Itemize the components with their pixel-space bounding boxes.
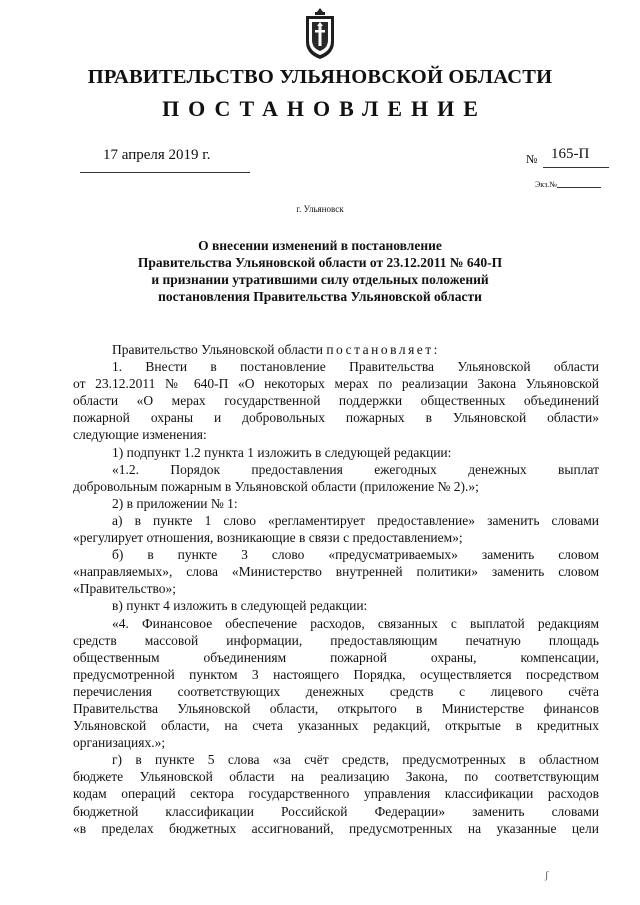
- body-line: «Правительство»;: [73, 581, 177, 597]
- government-name: ПРАВИТЕЛЬСТВО УЛЬЯНОВСКОЙ ОБЛАСТИ: [87, 66, 553, 88]
- body-line: перечисления соответствующих денежных средств с лицевого счёта: [73, 683, 599, 699]
- body-line: а) в пункте 1 слово «регламентирует предоставление» заменить словами: [112, 512, 599, 528]
- body-line: области «О мерах государственной поддержки общественных объединений: [73, 393, 599, 409]
- copy-underline: [557, 187, 601, 188]
- body-line: б) в пункте 3 слово «предусматриваемых» заменить словом: [112, 547, 599, 563]
- number-sign: №: [526, 152, 538, 166]
- body-line: бюджетной классификации Российской Федерации» заменить словами: [73, 803, 599, 819]
- body-line: «4. Финансовое обеспечение расходов, связанных с выплатой редакциям: [112, 615, 599, 631]
- body-line: г) в пункте 5 слова «за счёт средств, предусмотренных в областном: [112, 752, 599, 768]
- body-line: Правительства Ульяновской области, открытого в Министерстве финансов: [73, 700, 599, 716]
- title-line: Правительства Ульяновской области от 23.12.2011 № 640-П: [137, 255, 503, 270]
- title-line: О внесении изменений в постановление: [198, 238, 442, 253]
- body-line: бюджете Ульяновской области на реализацию Закона, по соответствующим: [73, 769, 599, 785]
- body-line: организациях.»;: [73, 735, 166, 751]
- decree-date: 17 апреля 2019 г.: [103, 147, 211, 163]
- document-type: ПОСТАНОВЛЕНИЕ: [162, 96, 487, 121]
- number-underline: [543, 167, 609, 168]
- body-line: «1.2. Порядок предоставления ежегодных денежных выплат: [112, 461, 599, 477]
- body-line: 2) в приложении № 1:: [112, 495, 238, 511]
- body-line: «направляемых», слова «Министерство внутренней политики» заменить словом: [73, 564, 599, 580]
- copy-label: Экз.№: [535, 180, 557, 189]
- document-title: [0, 237, 640, 305]
- body-line: пожарной охраны и добровольных пожарных в Ульяновской области»: [73, 410, 599, 426]
- document-body: [73, 341, 599, 837]
- body-line: предусмотренной пунктом 3 настоящего Порядка, осуществляется посредством: [73, 666, 599, 682]
- body-line: средств массовой информации, предоставляющим печатную площадь: [73, 632, 599, 648]
- city: г. Ульяновск: [296, 204, 344, 214]
- title-line: постановления Правительства Ульяновской области: [158, 289, 482, 304]
- body-line: «регулирует отношения, возникающие в связи с предоставлением»;: [73, 530, 463, 546]
- body-line: в) пункт 4 изложить в следующей редакции:: [112, 598, 368, 614]
- body-line: следующие изменения:: [73, 427, 207, 443]
- body-line: кодам операций сектора государственного управления классификации расходов: [73, 786, 599, 802]
- body-line: 1. Внести в постановление Правительства Ульяновской области: [112, 359, 599, 375]
- body-line: 1) подпункт 1.2 пункта 1 изложить в следующей редакции:: [112, 444, 452, 460]
- pen-mark-icon: ʃ: [545, 870, 549, 881]
- title-line: и признании утратившими силу отдельных положений: [151, 272, 489, 287]
- body-line: общественным объединениям пожарной охраны, компенсации,: [73, 649, 599, 665]
- body-line: Правительство Ульяновской области постановляет:: [112, 342, 440, 357]
- body-line: от 23.12.2011 № 640-П «О некоторых мерах по реализации Закона Ульяновской: [73, 376, 599, 392]
- body-line: добровольным пожарным в Ульяновской области (приложение № 2).»;: [73, 478, 479, 494]
- coat-of-arms-icon: [303, 8, 337, 60]
- decree-number: 165-П: [551, 146, 590, 162]
- body-line: «в пределах бюджетных ассигнований, предусмотренных на указанные цели: [73, 820, 599, 836]
- date-underline: [80, 172, 250, 173]
- body-line: Ульяновской области, на счета указанных редакций, открытые в кредитных: [73, 718, 599, 734]
